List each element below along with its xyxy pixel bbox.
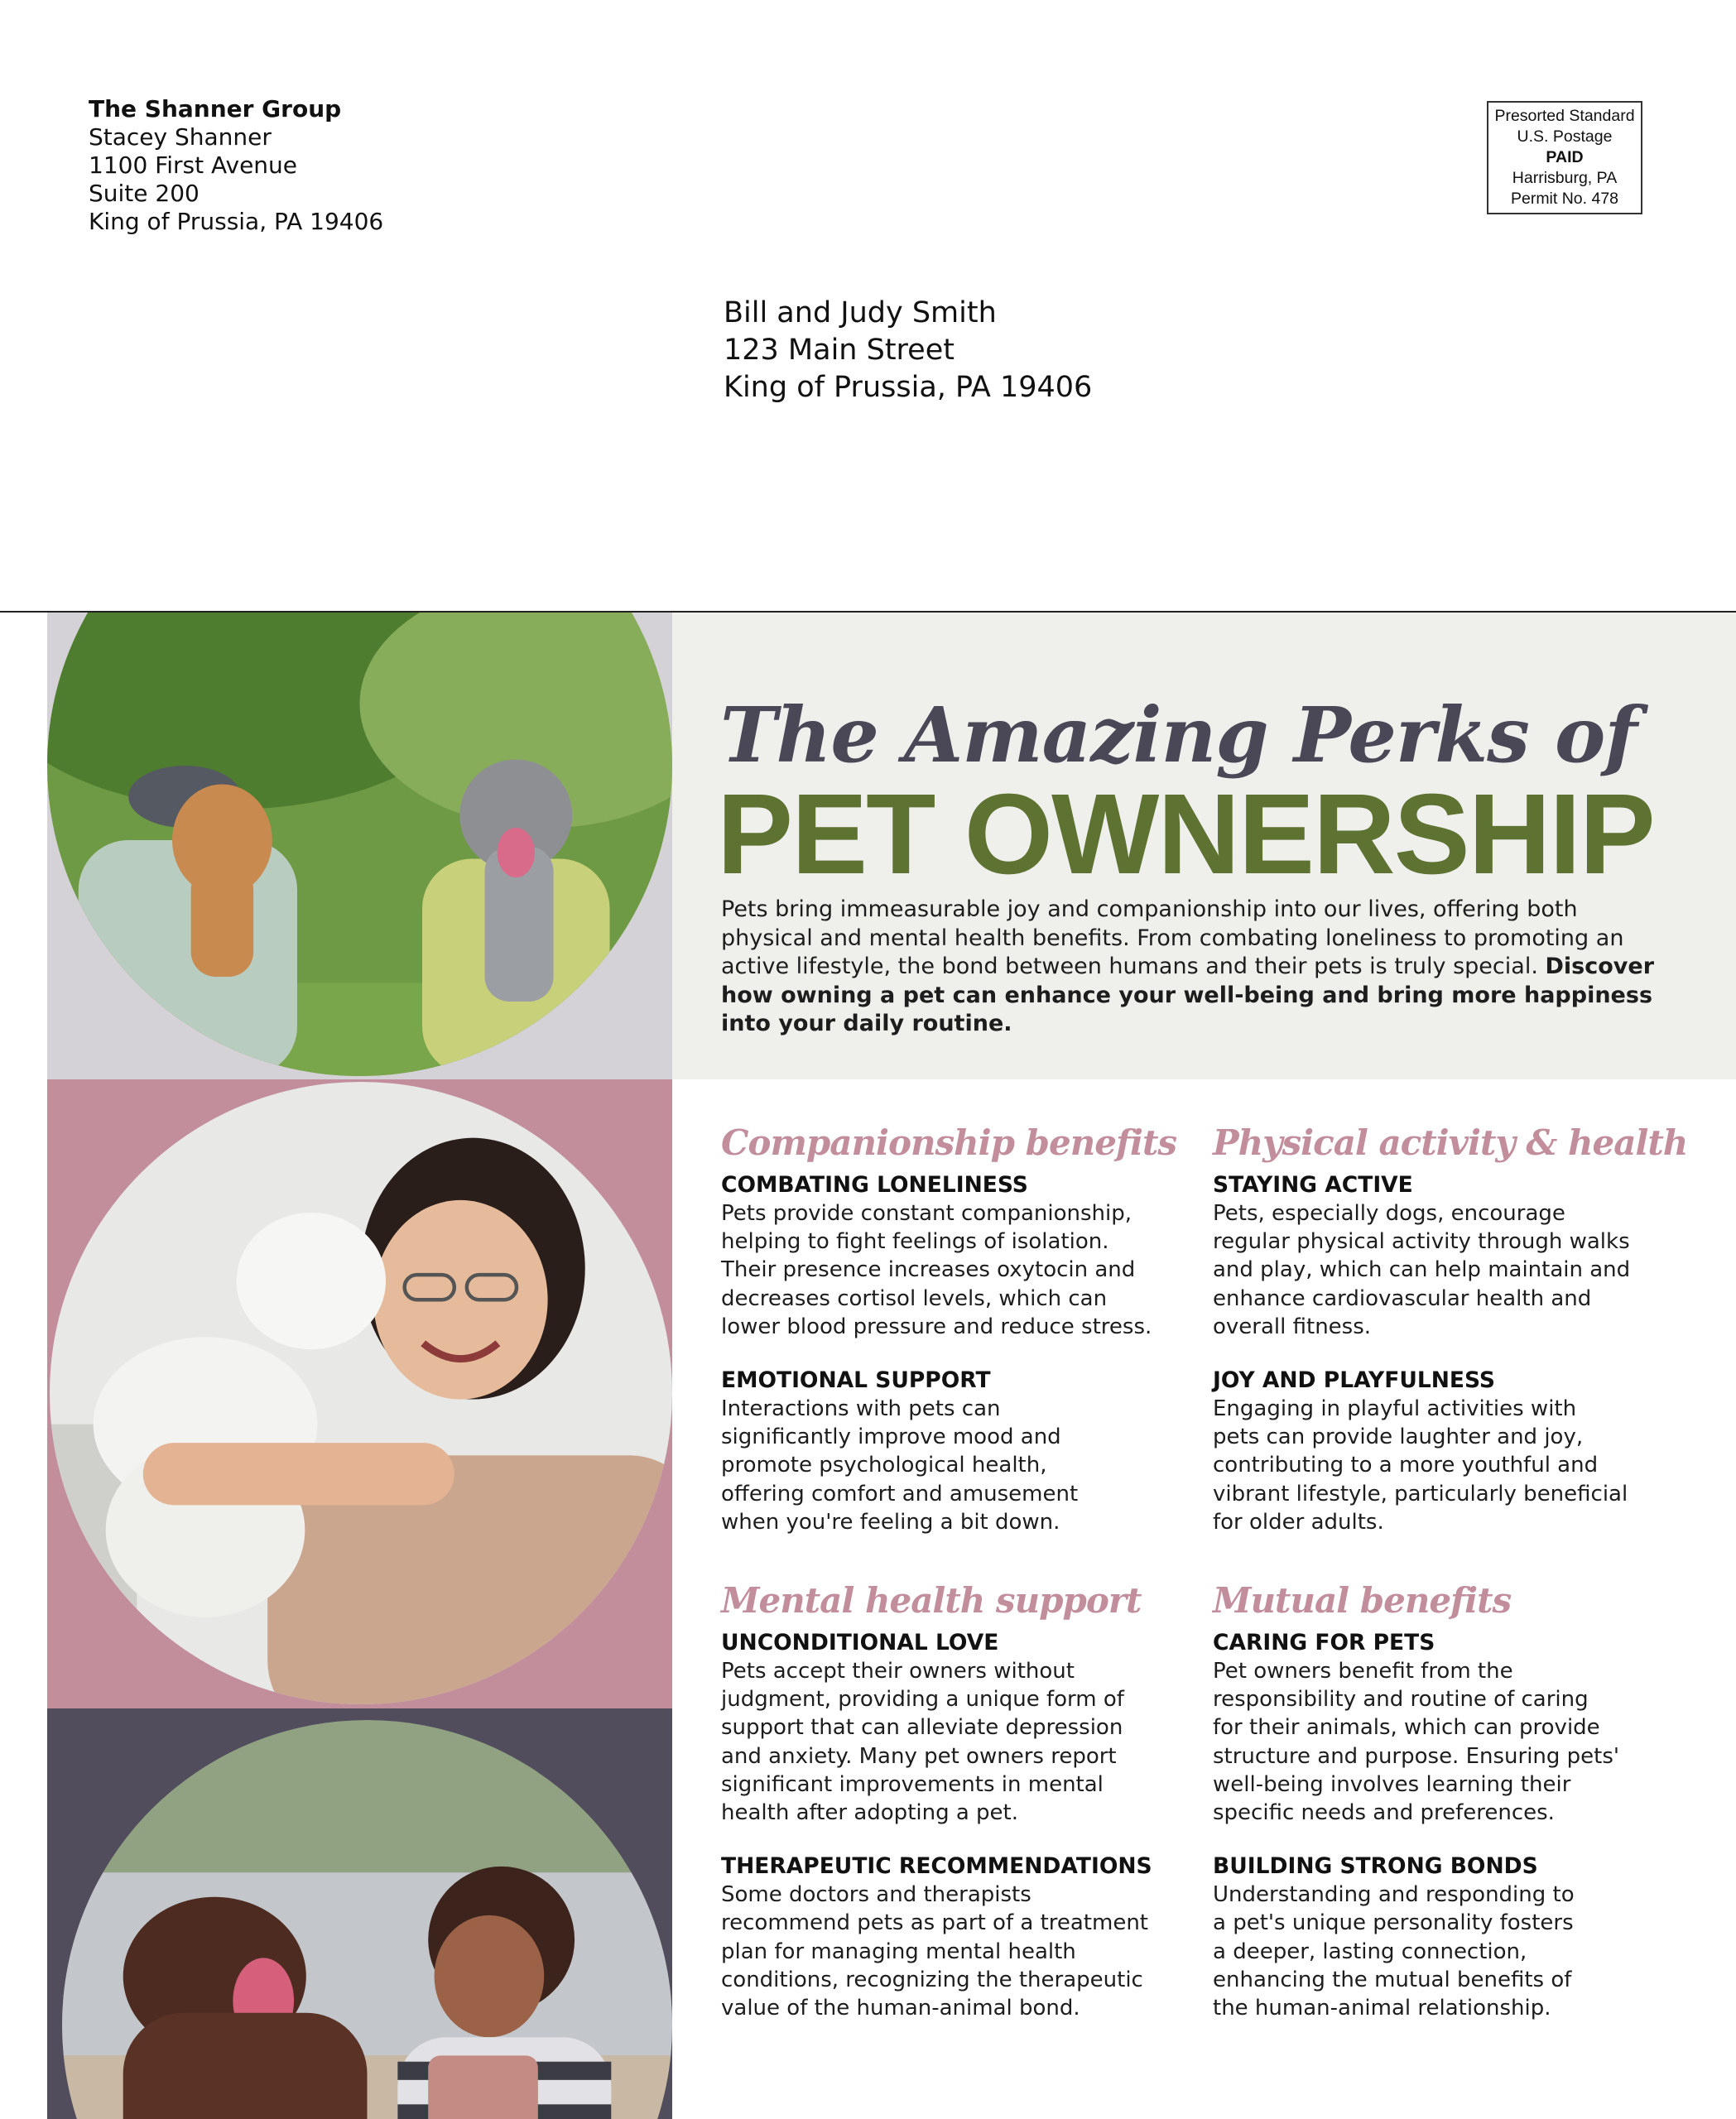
section-heading: Mental health support <box>721 1580 1142 1621</box>
recipient-street: 123 Main Street <box>724 334 955 367</box>
return-company: The Shanner Group <box>89 95 342 123</box>
item-body: Understanding and responding to a pet's unique personality fosters a deeper, lasting connection, enhancing the mutual benefits of the human-animal relationship. <box>1213 1882 1575 2021</box>
section-mental-health <box>721 1578 1185 2048</box>
photo-panel-bottom <box>47 1708 672 2119</box>
hero-title: PET OWNERSHIP <box>717 771 1654 898</box>
item-title: UNCONDITIONAL LOVE <box>721 1630 999 1655</box>
recipient-name: Bill and Judy Smith <box>724 296 997 329</box>
item-body: Pets accept their owners without judgment, providing a unique form of support that can alleviate depression and anxiety. Many pet owners report significant improvements in mental health after adopting a pet. <box>721 1659 1124 1826</box>
return-name: Stacey Shanner <box>89 123 272 151</box>
hero-intro-bold: Discover how owning a pet can enhance your well-being and bring more happiness into your daily routine. <box>721 954 1655 1036</box>
postage-indicia <box>1487 101 1642 214</box>
two-people-holding-dogs-photo <box>47 613 672 1076</box>
item-title: CARING FOR PETS <box>1213 1630 1435 1655</box>
item-title: EMOTIONAL SUPPORT <box>721 1367 991 1394</box>
return-suite: Suite 200 <box>89 180 200 207</box>
section-heading: Mutual benefits <box>1213 1580 1512 1621</box>
postage-permit: Permit No. 478 <box>1510 190 1619 208</box>
hero-script-title: The Amazing Perks of <box>720 690 1637 780</box>
section-heading: Physical activity & health <box>1213 1122 1688 1163</box>
postage-line-1: Presorted Standard <box>1494 107 1635 125</box>
item-title: THERAPEUTIC RECOMMENDATIONS <box>721 1853 1152 1880</box>
hero-intro <box>721 896 1665 1039</box>
section-heading: Companionship benefits <box>721 1122 1177 1163</box>
recipient-city: King of Prussia, PA 19406 <box>724 371 1093 404</box>
item-body: Pets, especially dogs, encourage regular physical activity through walks and play, which can help maintain and enhance cardiovascular health and overall fitness. <box>1213 1201 1631 1339</box>
postage-line-4: Harrisburg, PA <box>1512 169 1618 187</box>
postage-line-2: U.S. Postage <box>1517 127 1613 146</box>
photo-panel-top <box>47 613 672 1079</box>
recipient-address <box>724 295 1092 406</box>
woman-hugging-white-cat-photo <box>50 1082 672 1704</box>
item-body: Interactions with pets can significantly improve mood and promote psychological health, offering comfort and amusement when you're feeling a bit down. <box>721 1396 1079 1535</box>
item-body: Some doctors and therapists recommend pets as part of a treatment plan for managing mental health conditions, recognizing the therapeutic value of the human-animal bond. <box>721 1882 1149 2021</box>
dog-and-girl-with-tablet-photo <box>62 1720 672 2119</box>
hero-intro-text: Pets bring immeasurable joy and companionship into our lives, offering both physical and mental health benefits. From combating loneliness to promoting an active lifestyle, the bond between humans and their pets is truly special. <box>721 896 1624 979</box>
photo-panel-middle <box>47 1079 672 1708</box>
item-title: COMBATING LONELINESS <box>721 1172 1028 1198</box>
item-title: JOY AND PLAYFULNESS <box>1213 1367 1496 1394</box>
section-companionship <box>721 1120 1185 1562</box>
return-street: 1100 First Avenue <box>89 151 298 179</box>
postage-paid: PAID <box>1546 148 1584 166</box>
item-body: Engaging in playful activities with pets can provide laughter and joy, contributing to a more youthful and vibrant lifestyle, particularly beneficial for older adults. <box>1213 1396 1628 1535</box>
return-address <box>89 95 383 236</box>
section-mutual-benefits <box>1213 1578 1676 2048</box>
item-title: BUILDING STRONG BONDS <box>1213 1853 1538 1880</box>
return-city: King of Prussia, PA 19406 <box>89 208 384 235</box>
item-body: Pet owners benefit from the responsibility and routine of caring for their animals, which can provide structure and purpose. Ensuring pets' well-being involves learning their specific needs and preferences. <box>1213 1659 1620 1826</box>
hero-banner <box>672 613 1736 1079</box>
section-physical-activity <box>1213 1120 1688 1562</box>
item-body: Pets provide constant companionship, helping to fight feelings of isolation. Their presence increases oxytocin and decreases cortisol levels, which can lower blood pressure and reduce stress. <box>721 1201 1152 1339</box>
item-title: STAYING ACTIVE <box>1213 1172 1413 1198</box>
